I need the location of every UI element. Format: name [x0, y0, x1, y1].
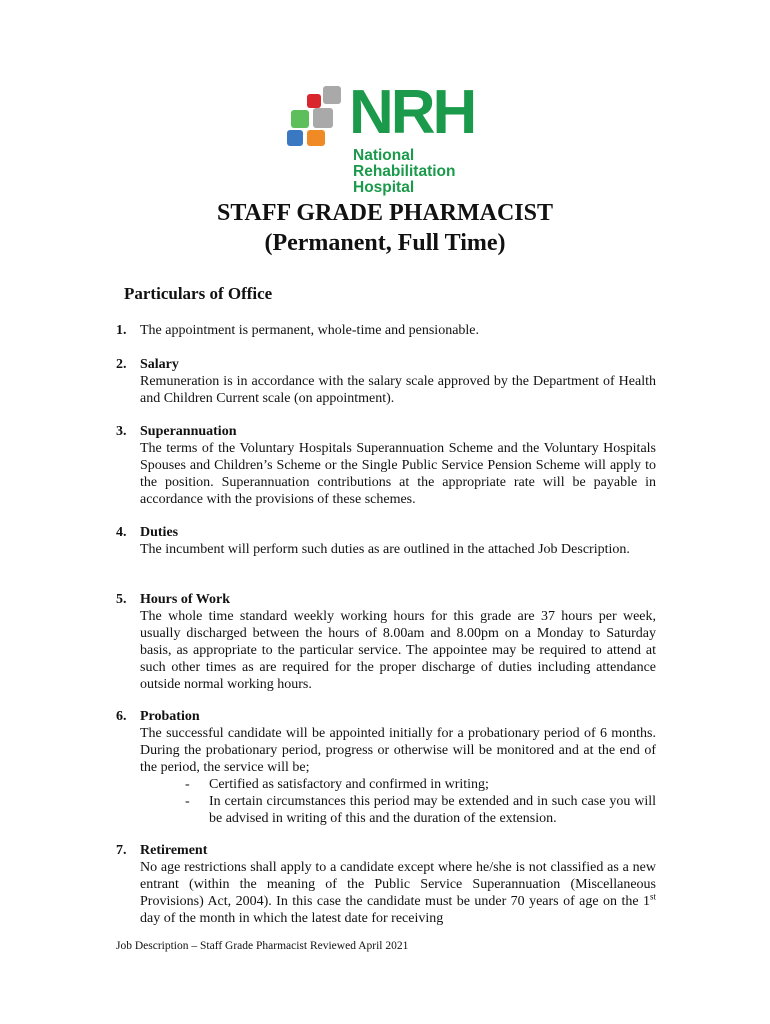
- page-subtitle: (Permanent, Full Time): [264, 230, 506, 256]
- item-text: The incumbent will perform such duties as are outlined in the attached Job Description.: [140, 542, 630, 557]
- item-text: The successful candidate will be appointed initially for a probationary period of 6 months. During the probationary period, progress or otherwise will be monitored and at the end of the period, the service will be;: [140, 726, 656, 775]
- item-number: 5.: [116, 592, 127, 607]
- bullet-text: In certain circumstances this period may be extended and in such case you will be advised in writing of this and the duration of the extension.: [209, 794, 656, 826]
- item-text: No age restrictions shall apply to a candidate except where he/she is not classified as a new entrant (within the meaning of the Public Service Superannuation (Miscellaneous Provisions) Act, 2004). In this case the candidate must be under 70 years of age on the 1: [140, 860, 656, 909]
- list-item-2: [116, 356, 656, 407]
- ordinal-suffix: st: [649, 891, 656, 902]
- list-item-3: [116, 423, 656, 508]
- item-heading: Salary: [140, 357, 179, 372]
- bullet-item: [140, 793, 656, 827]
- item-number: 6.: [116, 709, 127, 724]
- page-footer: Job Description – Staff Grade Pharmacist Reviewed April 2021: [116, 940, 409, 952]
- item-heading: Superannuation: [140, 424, 237, 439]
- page-title: STAFF GRADE PHARMACIST: [216, 200, 553, 226]
- bullet-item: [140, 776, 656, 793]
- item-number: 2.: [116, 357, 127, 372]
- list-item-6: [116, 708, 656, 827]
- bullet-dash: -: [185, 794, 190, 809]
- list-item-4: [116, 524, 656, 558]
- item-heading: Probation: [140, 709, 200, 724]
- logo-letters: NRH: [349, 78, 475, 147]
- list-item-5: [116, 591, 656, 693]
- item-text: The whole time standard weekly working hours for this grade are 37 hours per week, usually discharged between the hours of 8.00am and 8.00pm on a Monday to Saturday basis, as appropriate to the particular service. The appointee may be required to attend at such other times as are required for the proper discharge of duties including attendance outside normal working hours.: [140, 609, 656, 692]
- item-number: 3.: [116, 424, 127, 439]
- item-heading: Retirement: [140, 843, 208, 858]
- bullet-dash: -: [185, 777, 190, 792]
- bullet-text: Certified as satisfactory and confirmed in writing;: [209, 777, 489, 792]
- nrh-logo: [287, 78, 487, 198]
- item-number: 4.: [116, 525, 127, 540]
- item-text: The appointment is permanent, whole-time and pensionable.: [140, 323, 480, 338]
- logo-hospital-name: National Rehabilitation Hospital: [353, 147, 456, 196]
- section-heading: Particulars of Office: [124, 284, 273, 303]
- item-text-continued: day of the month in which the latest date for receiving: [140, 911, 444, 926]
- item-number: 1.: [116, 323, 127, 338]
- item-heading: Hours of Work: [140, 592, 230, 607]
- list-item-1: [116, 322, 656, 339]
- logo-mosaic-icon: [287, 86, 351, 146]
- item-number: 7.: [116, 843, 127, 858]
- list-item-7: [116, 842, 656, 927]
- item-text: The terms of the Voluntary Hospitals Superannuation Scheme and the Voluntary Hospitals Spouses and Children’s Scheme or the Single Public Service Pension Scheme will apply to the position. Superannuation contributions at the appropriate rate will be payable in accordance with the provisions of these schemes.: [140, 441, 656, 507]
- item-heading: Duties: [140, 525, 179, 540]
- item-text: Remuneration is in accordance with the salary scale approved by the Department of Health and Children Current scale (on appointment).: [140, 374, 656, 406]
